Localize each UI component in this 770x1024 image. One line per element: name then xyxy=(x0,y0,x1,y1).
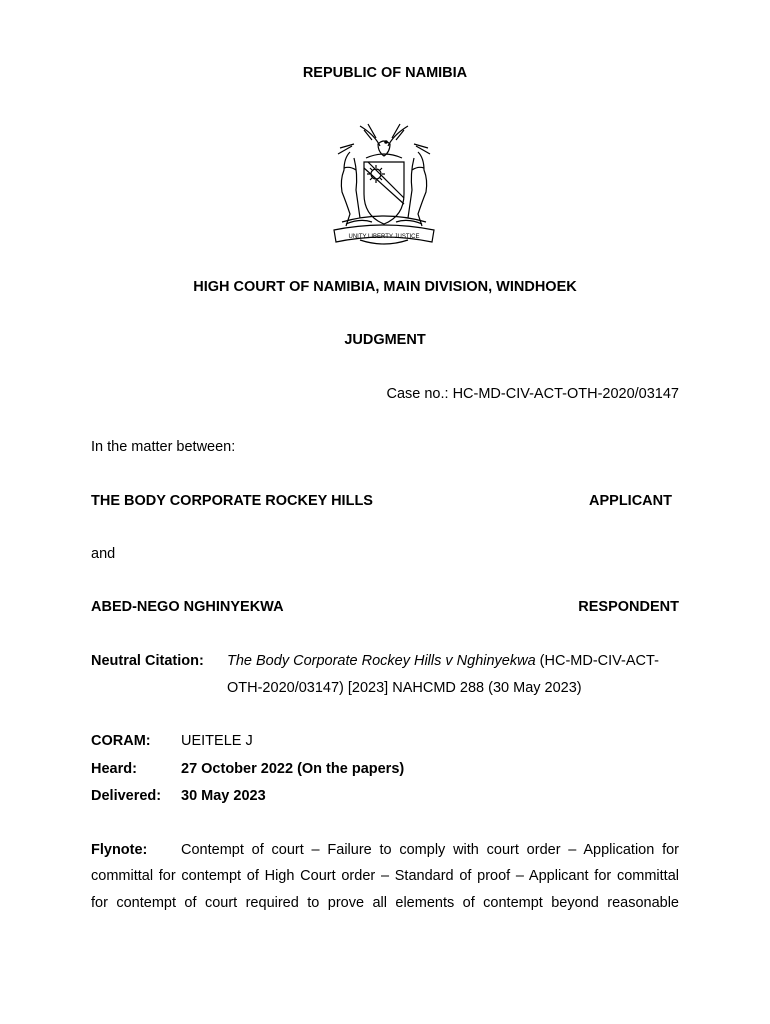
matter-intro: In the matter between: xyxy=(91,439,236,455)
coram-label: CORAM: xyxy=(91,733,151,749)
judgment-heading: JUDGMENT xyxy=(344,332,426,348)
case-number: Case no.: HC-MD-CIV-ACT-OTH-2020/03147 xyxy=(386,386,679,402)
delivered-label: Delivered: xyxy=(91,788,162,804)
citation-line-1 xyxy=(227,653,659,669)
citation-case-name: The Body Corporate Rockey Hills v Nghinyekwa xyxy=(227,653,536,669)
flynote-line-3: for contempt of court required to prove all elements of contempt beyond reasonable xyxy=(91,895,679,911)
applicant-role: APPLICANT xyxy=(589,493,672,509)
heard-value: 27 October 2022 (On the papers) xyxy=(181,761,405,777)
respondent-role: RESPONDENT xyxy=(578,599,679,615)
motto-text: UNITY LIBERTY JUSTICE xyxy=(348,234,420,240)
respondent-name: ABED-NEGO NGHINYEKWA xyxy=(91,599,284,615)
citation-line-2: OTH-2020/03147) [2023] NAHCMD 288 (30 May 2023) xyxy=(227,680,582,696)
flynote-label: Flynote: xyxy=(91,842,148,858)
applicant-name: THE BODY CORPORATE ROCKEY HILLS xyxy=(91,493,373,509)
conjunction-and: and xyxy=(91,546,116,562)
coat-of-arms-icon xyxy=(320,118,448,250)
court-heading: HIGH COURT OF NAMIBIA, MAIN DIVISION, WINDHOEK xyxy=(193,279,577,295)
citation-label: Neutral Citation: xyxy=(91,653,204,669)
flynote-line-1: Contempt of court – Failure to comply with court order – Application for xyxy=(181,842,679,858)
delivered-value: 30 May 2023 xyxy=(181,788,266,804)
heard-label: Heard: xyxy=(91,761,137,777)
citation-line-1-rest: (HC-MD-CIV-ACT- xyxy=(535,653,659,669)
flynote-line-2: committal for contempt of High Court order – Standard of proof – Applicant for committal xyxy=(91,868,679,884)
republic-heading: REPUBLIC OF NAMIBIA xyxy=(302,65,468,81)
coram-value: UEITELE J xyxy=(181,733,253,749)
